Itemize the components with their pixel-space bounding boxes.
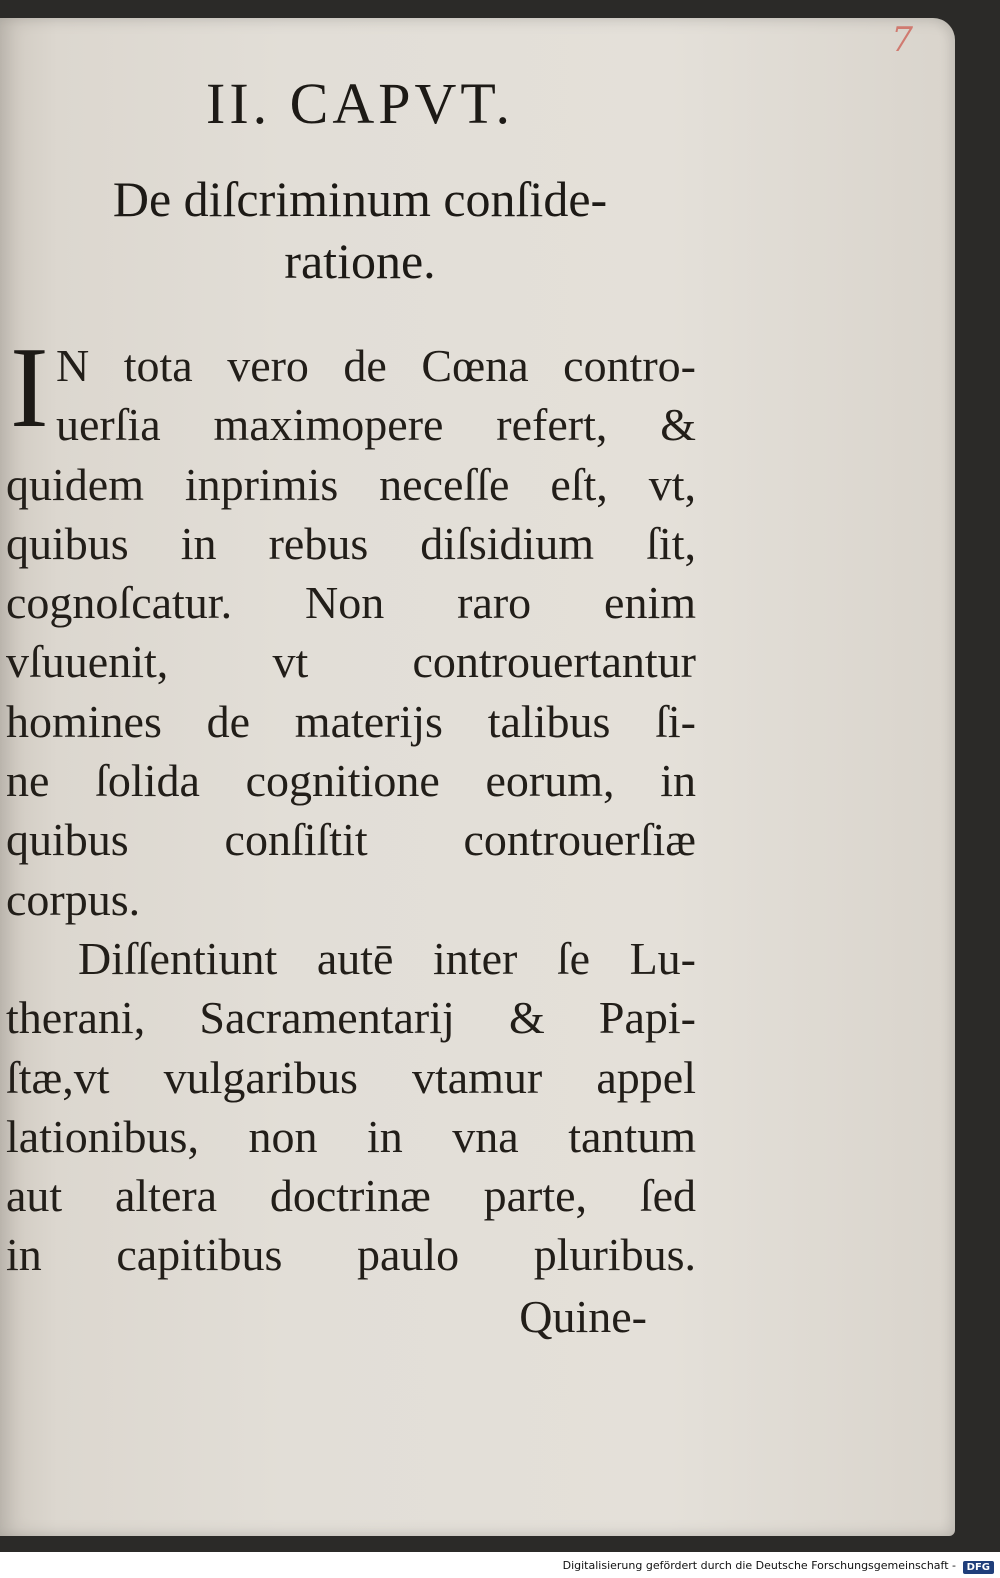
book-page (0, 18, 955, 1536)
text-line: Diſſentiunt autē inter ſe Lu- (78, 932, 696, 984)
digitization-credit: Digitalisierung gefördert durch die Deutsche Forschungsgemeinschaft - (562, 1559, 956, 1572)
section-title (0, 168, 720, 292)
text-line: N tota vero de Cœna contro- (56, 340, 696, 391)
section-title-line: ratione. (284, 233, 436, 289)
text-line: aut altera doctrinæ parte, ſed (6, 1170, 696, 1222)
chapter-title: II. CAPVT. (206, 71, 514, 136)
text-line: quibus in rebus diſsidium ſit, (6, 517, 696, 569)
page-number: 7 (891, 20, 913, 60)
text-line: corpus. (6, 873, 141, 925)
text-line: therani, Sacramentarij & Papi- (6, 992, 696, 1044)
text-line: ſtæ,vt vulgaribus vtamur appel (6, 1051, 696, 1103)
text-line: cognoſcatur. Non raro enim (6, 577, 696, 629)
body-text (6, 324, 696, 1285)
section-title-line: De diſcriminum conſide- (112, 171, 608, 227)
drop-cap-initial: I (10, 324, 49, 452)
dfg-logo: DFG (963, 1561, 994, 1574)
text-line: in capitibus paulo pluribus. (6, 1229, 696, 1281)
text-line: quibus conſiſtit controuerſiæ (6, 814, 696, 866)
text-line: lationibus, non in vna tantum (6, 1110, 696, 1162)
text-line: uerſia maximopere refert, & (56, 399, 696, 451)
text-line: ne ſolida cognitione eorum, in (6, 755, 696, 807)
catchword: Quine- (519, 1291, 647, 1342)
text-line: vſuuenit, vt controuertantur (6, 636, 696, 688)
text-line: quidem inprimis neceſſe eſt, vt, (6, 458, 696, 510)
text-line: homines de materijs talibus ſi- (6, 695, 696, 747)
